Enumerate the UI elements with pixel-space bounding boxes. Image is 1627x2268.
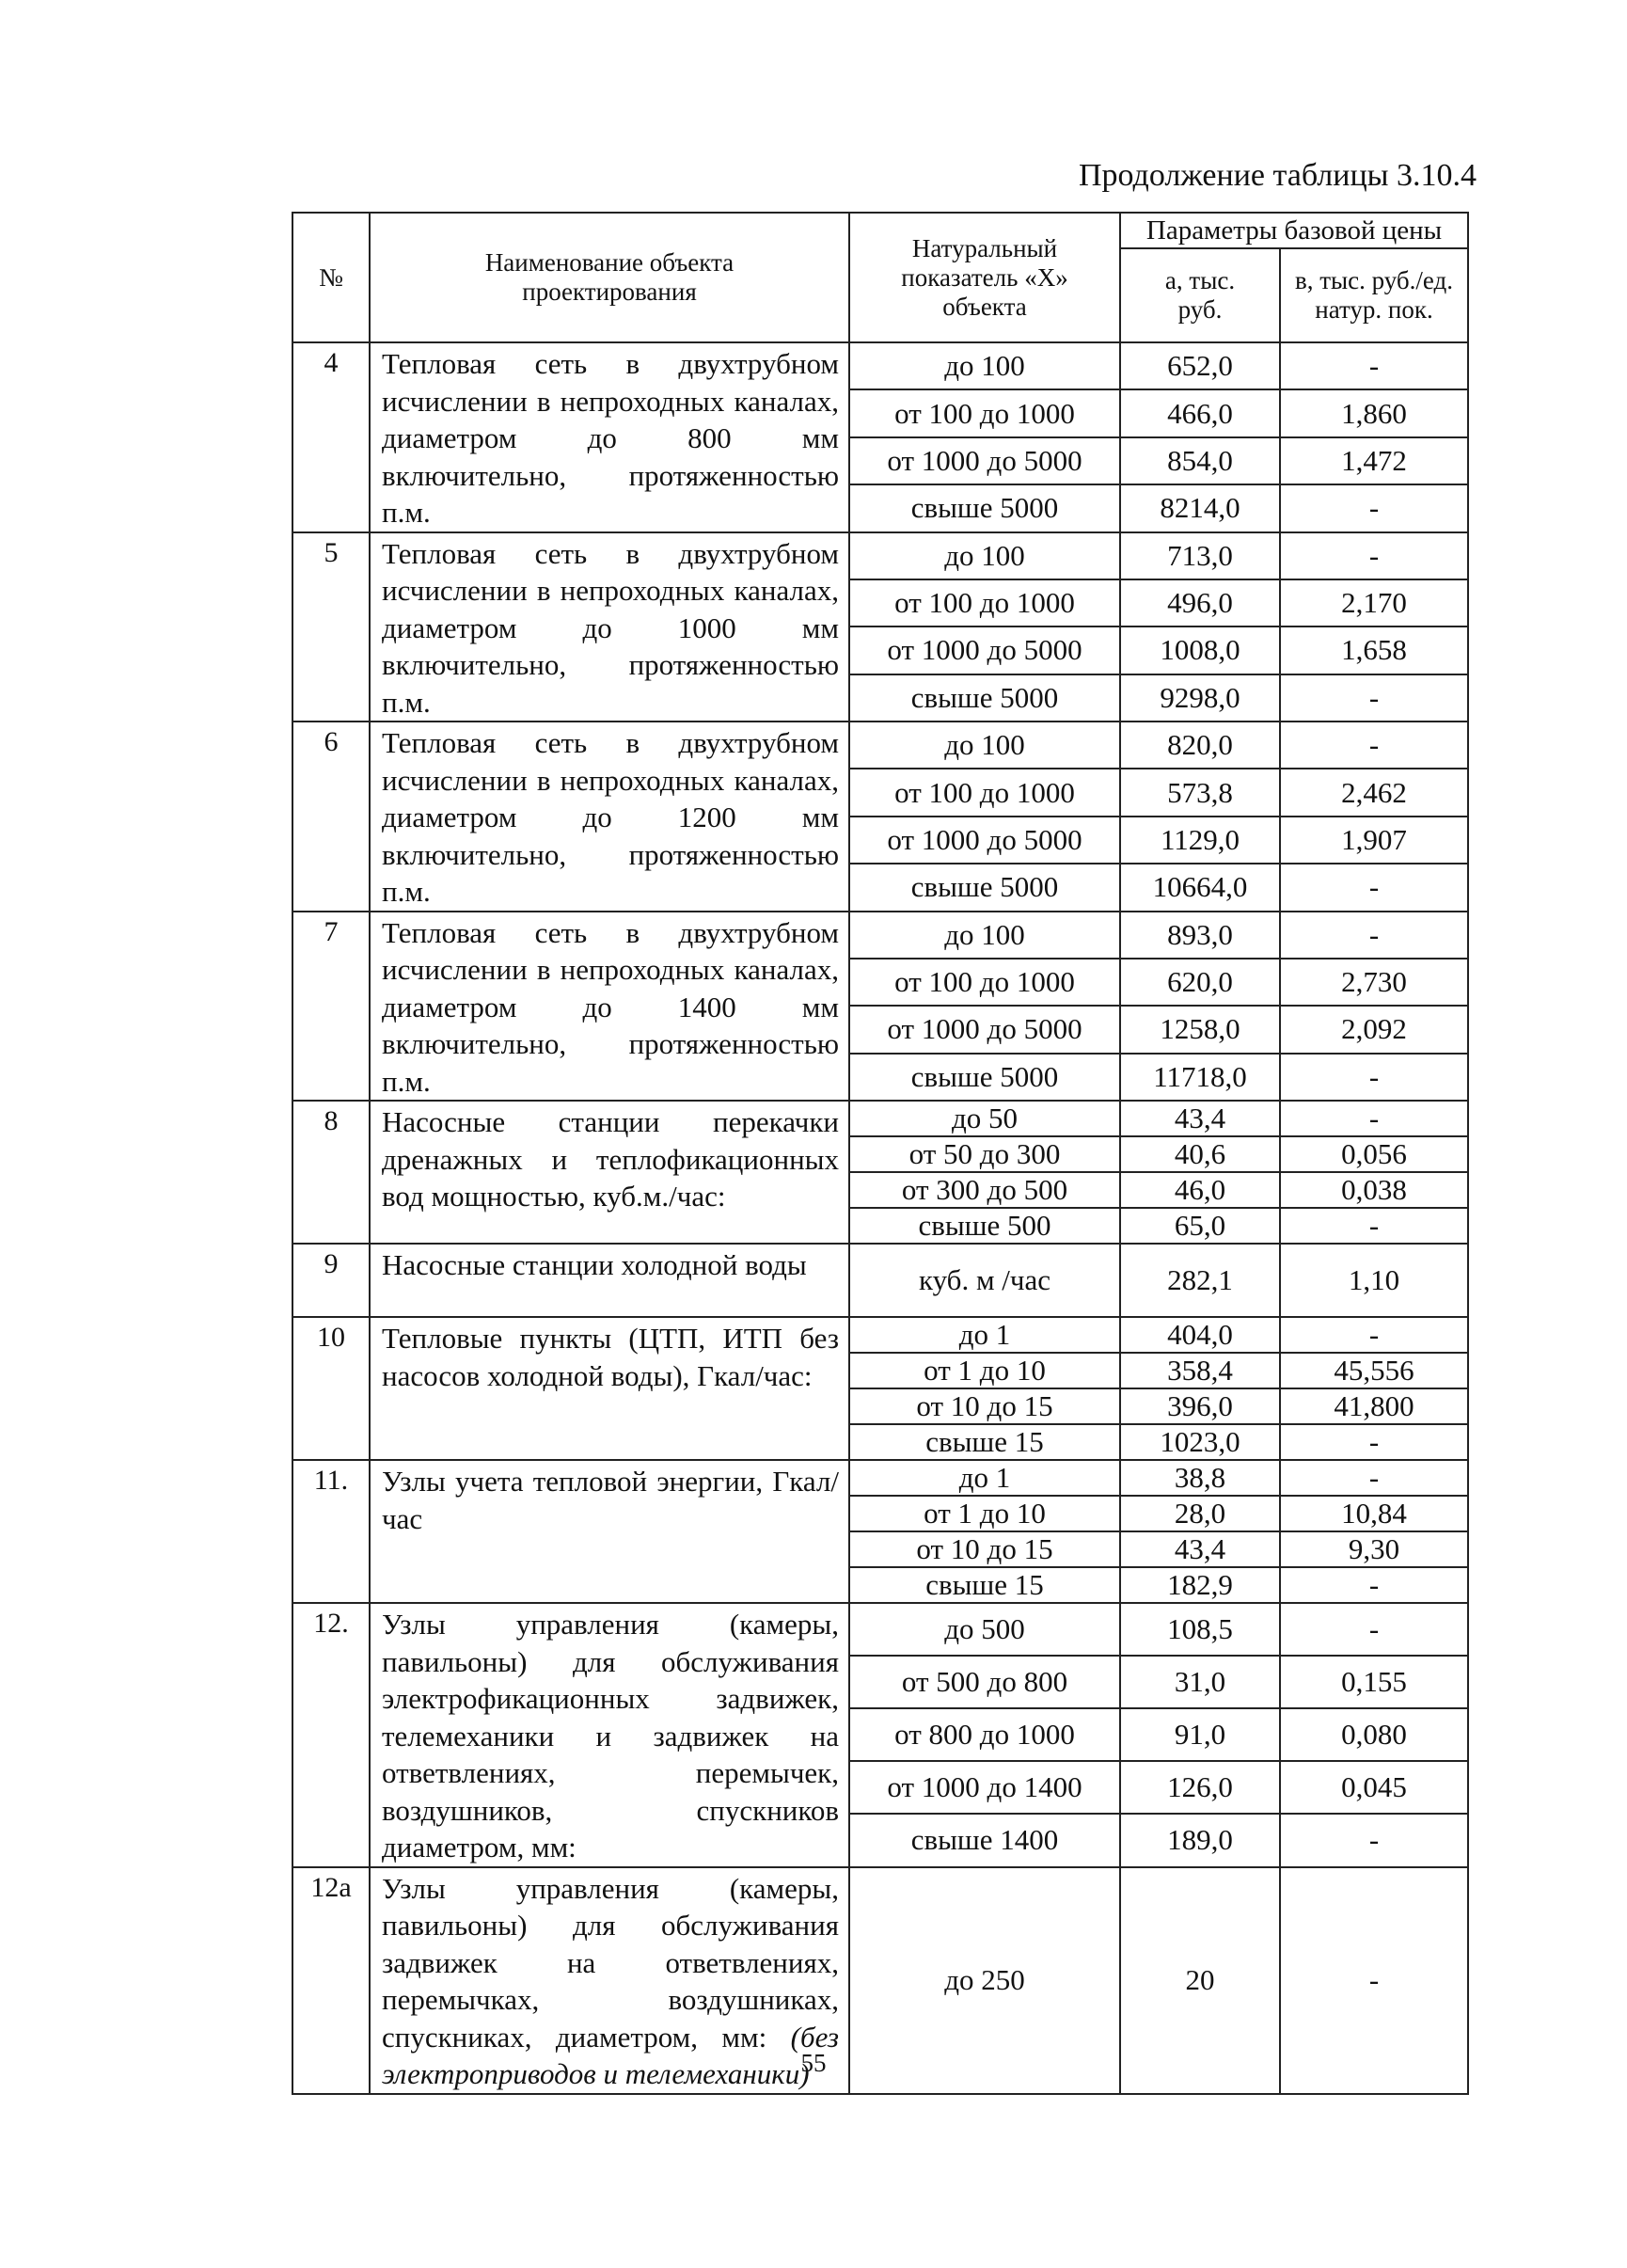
value-b-cell: 1,472 (1280, 437, 1468, 484)
range-cell: до 250 (849, 1867, 1120, 2094)
page-number: 55 (800, 2049, 827, 2077)
value-a-cell: 40,6 (1120, 1136, 1280, 1172)
range-cell: свыше 5000 (849, 864, 1120, 911)
value-b-cell: - (1280, 342, 1468, 389)
object-name (370, 532, 849, 722)
value-b-cell: 41,800 (1280, 1388, 1468, 1424)
object-name-text: Узлы учета тепловой энергии, Гкал/час (382, 1465, 839, 1535)
range-cell: до 100 (849, 722, 1120, 769)
object-name-text: Узлы управления (камеры, павильоны) для обслуживания электрофикационных задвижек, телемеханики и задвижек на ответвлениях, перемычек, воздушников, спускников диаметром, мм: (382, 1608, 839, 1864)
value-b-cell: - (1280, 1814, 1468, 1866)
table-row (292, 342, 1468, 389)
range-cell: от 100 до 1000 (849, 959, 1120, 1006)
row-number: 5 (292, 532, 370, 722)
range-cell: до 100 (849, 912, 1120, 959)
range-cell: свыше 5000 (849, 1054, 1120, 1101)
value-a-cell: 28,0 (1120, 1496, 1280, 1531)
value-a-cell: 189,0 (1120, 1814, 1280, 1866)
row-number: 12а (292, 1867, 370, 2094)
value-b-cell: 1,10 (1280, 1244, 1468, 1317)
range-cell: до 50 (849, 1101, 1120, 1136)
object-name (370, 912, 849, 1102)
value-a-cell: 1129,0 (1120, 817, 1280, 864)
header-indicator (849, 213, 1120, 342)
range-cell: от 10 до 15 (849, 1531, 1120, 1567)
value-b-cell: - (1280, 674, 1468, 722)
object-name (370, 1317, 849, 1460)
value-b-cell: 10,84 (1280, 1496, 1468, 1531)
value-b-cell: 0,045 (1280, 1761, 1468, 1814)
object-name-text: Насосные станции перекачки дренажных и теплофикационных вод мощностью, куб.м./час: (382, 1105, 839, 1213)
value-a-cell: 1023,0 (1120, 1424, 1280, 1460)
table-caption: Продолжение таблицы 3.10.4 (1078, 158, 1477, 193)
value-b-cell: - (1280, 1054, 1468, 1101)
range-cell: от 1000 до 5000 (849, 1006, 1120, 1053)
value-a-cell: 182,9 (1120, 1567, 1280, 1603)
object-name (370, 1244, 849, 1317)
value-b-cell: - (1280, 532, 1468, 579)
value-a-cell: 38,8 (1120, 1460, 1280, 1496)
value-a-cell: 10664,0 (1120, 864, 1280, 911)
range-cell: свыше 500 (849, 1208, 1120, 1244)
value-a-cell: 573,8 (1120, 769, 1280, 816)
value-b-cell: - (1280, 484, 1468, 531)
range-cell: свыше 5000 (849, 484, 1120, 531)
range-cell: от 10 до 15 (849, 1388, 1120, 1424)
value-a-cell: 620,0 (1120, 959, 1280, 1006)
row-number: 10 (292, 1317, 370, 1460)
price-table (292, 212, 1469, 2095)
table-row (292, 1603, 1468, 1656)
value-a-cell: 1258,0 (1120, 1006, 1280, 1053)
value-a-cell: 496,0 (1120, 579, 1280, 626)
range-cell: до 1 (849, 1317, 1120, 1353)
value-a-cell: 466,0 (1120, 389, 1280, 436)
object-name-text: Тепловая сеть в двухтрубном исчислении в непроходных каналах, диаметром до 1400 мм включительно, протяженностью п.м. (382, 915, 839, 1098)
value-b-cell: 0,080 (1280, 1708, 1468, 1761)
value-b-cell: 1,860 (1280, 389, 1468, 436)
value-b-cell: 0,155 (1280, 1656, 1468, 1708)
value-b-cell: - (1280, 1424, 1468, 1460)
value-a-cell: 652,0 (1120, 342, 1280, 389)
table-row (292, 912, 1468, 959)
table-body (292, 342, 1468, 2094)
header-name (370, 213, 849, 342)
value-a-cell: 1008,0 (1120, 626, 1280, 674)
value-a-cell: 820,0 (1120, 722, 1280, 769)
value-a-cell: 65,0 (1120, 1208, 1280, 1244)
header-b-text: в, тыс. руб./ед. натур. пок. (1294, 266, 1454, 324)
table-row (292, 722, 1468, 769)
table-row (292, 1101, 1468, 1136)
value-b-cell: - (1280, 722, 1468, 769)
value-b-cell: 0,038 (1280, 1172, 1468, 1208)
value-b-cell: - (1280, 1867, 1468, 2094)
object-name (370, 1603, 849, 1867)
value-b-cell: 0,056 (1280, 1136, 1468, 1172)
value-b-cell: 1,658 (1280, 626, 1468, 674)
object-name-text: Тепловая сеть в двухтрубном исчислении в непроходных каналах, диаметром до 1200 мм включительно, протяженностью п.м. (382, 726, 839, 908)
object-name-text: Насосные станции холодной воды (382, 1248, 807, 1281)
range-cell: свыше 5000 (849, 674, 1120, 722)
value-a-cell: 713,0 (1120, 532, 1280, 579)
range-cell: до 500 (849, 1603, 1120, 1656)
range-cell: куб. м /час (849, 1244, 1120, 1317)
row-number: 6 (292, 722, 370, 912)
object-name-text: Узлы управления (камеры, павильоны) для обслуживания задвижек на ответвлениях, перемычках, воздушниках, спускниках, диаметром, мм: (382, 1871, 839, 2054)
header-indicator-text: Натуральный показатель «Х» объекта (901, 233, 1068, 321)
value-a-cell: 91,0 (1120, 1708, 1280, 1761)
value-b-cell: - (1280, 1460, 1468, 1496)
row-number: 7 (292, 912, 370, 1102)
value-b-cell: 45,556 (1280, 1353, 1468, 1388)
range-cell: от 1 до 10 (849, 1353, 1120, 1388)
range-cell: от 800 до 1000 (849, 1708, 1120, 1761)
range-cell: от 1000 до 5000 (849, 437, 1120, 484)
value-b-cell: 2,462 (1280, 769, 1468, 816)
value-a-cell: 31,0 (1120, 1656, 1280, 1708)
object-name (370, 722, 849, 912)
value-a-cell: 282,1 (1120, 1244, 1280, 1317)
value-b-cell: 1,907 (1280, 817, 1468, 864)
value-a-cell: 108,5 (1120, 1603, 1280, 1656)
value-a-cell: 854,0 (1120, 437, 1280, 484)
header-num: № (292, 213, 370, 342)
value-b-cell: 2,092 (1280, 1006, 1468, 1053)
object-name-text: Тепловые пункты (ЦТП, ИТП без насосов холодной воды), Гкал/час: (382, 1322, 839, 1392)
value-b-cell: - (1280, 1208, 1468, 1244)
range-cell: от 100 до 1000 (849, 579, 1120, 626)
header-name-text: Наименование объекта проектирования (484, 248, 735, 306)
value-a-cell: 893,0 (1120, 912, 1280, 959)
value-a-cell: 20 (1120, 1867, 1280, 2094)
table-row (292, 532, 1468, 579)
object-name (370, 1101, 849, 1244)
value-a-cell: 396,0 (1120, 1388, 1280, 1424)
range-cell: от 100 до 1000 (849, 389, 1120, 436)
header-params: Параметры базовой цены (1120, 213, 1468, 248)
table-row (292, 1460, 1468, 1496)
range-cell: до 1 (849, 1460, 1120, 1496)
value-a-cell: 404,0 (1120, 1317, 1280, 1353)
range-cell: свыше 15 (849, 1424, 1120, 1460)
range-cell: от 300 до 500 (849, 1172, 1120, 1208)
value-b-cell: - (1280, 1567, 1468, 1603)
header-a-text: а, тыс. руб. (1164, 266, 1236, 324)
value-b-cell: - (1280, 912, 1468, 959)
value-b-cell: 2,730 (1280, 959, 1468, 1006)
range-cell: от 1000 до 1400 (849, 1761, 1120, 1814)
row-number: 4 (292, 342, 370, 532)
value-b-cell: - (1280, 1317, 1468, 1353)
range-cell: свыше 15 (849, 1567, 1120, 1603)
range-cell: до 100 (849, 532, 1120, 579)
range-cell: от 1 до 10 (849, 1496, 1120, 1531)
object-name-text: Тепловая сеть в двухтрубном исчислении в непроходных каналах, диаметром до 800 мм включительно, протяженностью п.м. (382, 347, 839, 529)
range-cell: от 1000 до 5000 (849, 817, 1120, 864)
object-name (370, 1460, 849, 1603)
value-a-cell: 358,4 (1120, 1353, 1280, 1388)
value-b-cell: - (1280, 1101, 1468, 1136)
range-cell: от 500 до 800 (849, 1656, 1120, 1708)
row-number: 11. (292, 1460, 370, 1603)
value-a-cell: 43,4 (1120, 1531, 1280, 1567)
object-name (370, 342, 849, 532)
range-cell: от 1000 до 5000 (849, 626, 1120, 674)
row-number: 9 (292, 1244, 370, 1317)
range-cell: от 100 до 1000 (849, 769, 1120, 816)
table-row (292, 1317, 1468, 1353)
value-b-cell: - (1280, 864, 1468, 911)
range-cell: свыше 1400 (849, 1814, 1120, 1866)
header-b (1280, 248, 1468, 342)
range-cell: до 100 (849, 342, 1120, 389)
header-a (1120, 248, 1280, 342)
value-b-cell: - (1280, 1603, 1468, 1656)
row-number: 12. (292, 1603, 370, 1867)
range-cell: от 50 до 300 (849, 1136, 1120, 1172)
table-row (292, 1244, 1468, 1317)
value-a-cell: 8214,0 (1120, 484, 1280, 531)
value-a-cell: 43,4 (1120, 1101, 1280, 1136)
value-a-cell: 46,0 (1120, 1172, 1280, 1208)
object-name-text: Тепловая сеть в двухтрубном исчислении в непроходных каналах, диаметром до 1000 мм включительно, протяженностью п.м. (382, 536, 839, 719)
row-number: 8 (292, 1101, 370, 1244)
value-a-cell: 11718,0 (1120, 1054, 1280, 1101)
value-a-cell: 9298,0 (1120, 674, 1280, 722)
value-a-cell: 126,0 (1120, 1761, 1280, 1814)
value-b-cell: 2,170 (1280, 579, 1468, 626)
value-b-cell: 9,30 (1280, 1531, 1468, 1567)
object-note: (без электроприводов и телемеханики) (382, 2020, 840, 2090)
